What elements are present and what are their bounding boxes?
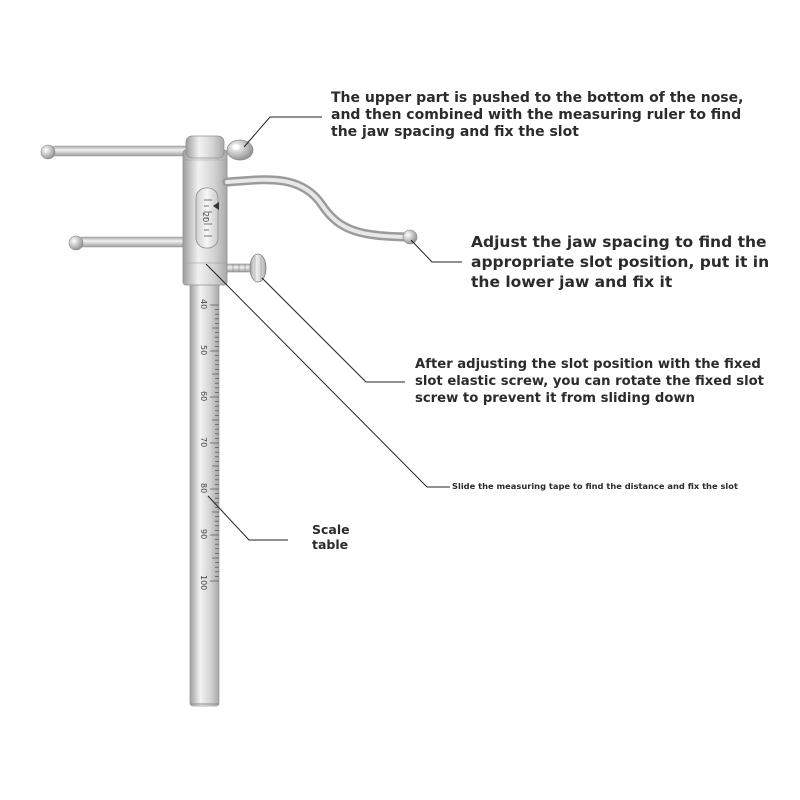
ruler-scale-label: 60 [199, 391, 208, 402]
curved-side-arm [227, 180, 417, 244]
reading-window [196, 188, 218, 248]
fixing-screw [227, 254, 266, 282]
ruler-scale-label: 40 [199, 299, 208, 310]
window-reading-label: 20 [201, 212, 210, 223]
ruler-scale-label: 80 [199, 483, 208, 494]
annotation-scale-table: Scale table [312, 522, 350, 552]
ruler-scale-label: 90 [199, 529, 208, 540]
leader-line-scale [208, 496, 288, 540]
ruler-scale-label: 70 [199, 437, 208, 448]
ruler-scale-label: 50 [199, 345, 208, 356]
lower-jaw-rod [69, 236, 186, 250]
annotation-upper-part: The upper part is pushed to the bottom of the nose, and then combined with the measuring ruler to find the jaw spacing and fix the slot [331, 90, 744, 140]
top-adjust-knob [227, 140, 253, 160]
ruler-scale-label: 100 [199, 575, 208, 591]
leader-line-adjust [411, 240, 462, 262]
annotation-slide-tape: Slide the measuring tape to find the distance and fix the slot [452, 481, 738, 491]
annotation-fixed-screw: After adjusting the slot position with the fixed slot elastic screw, you can rotate the fixed slot screw to prevent it from sliding down [415, 357, 764, 406]
leader-line-upper [244, 117, 322, 147]
leader-line-slide [206, 264, 450, 487]
upper-jaw-rod [41, 145, 190, 159]
annotation-adjust-jaw: Adjust the jaw spacing to find the appropriate slot position, put it in the lower jaw and fix it [471, 233, 770, 291]
leader-line-screw [262, 278, 405, 382]
